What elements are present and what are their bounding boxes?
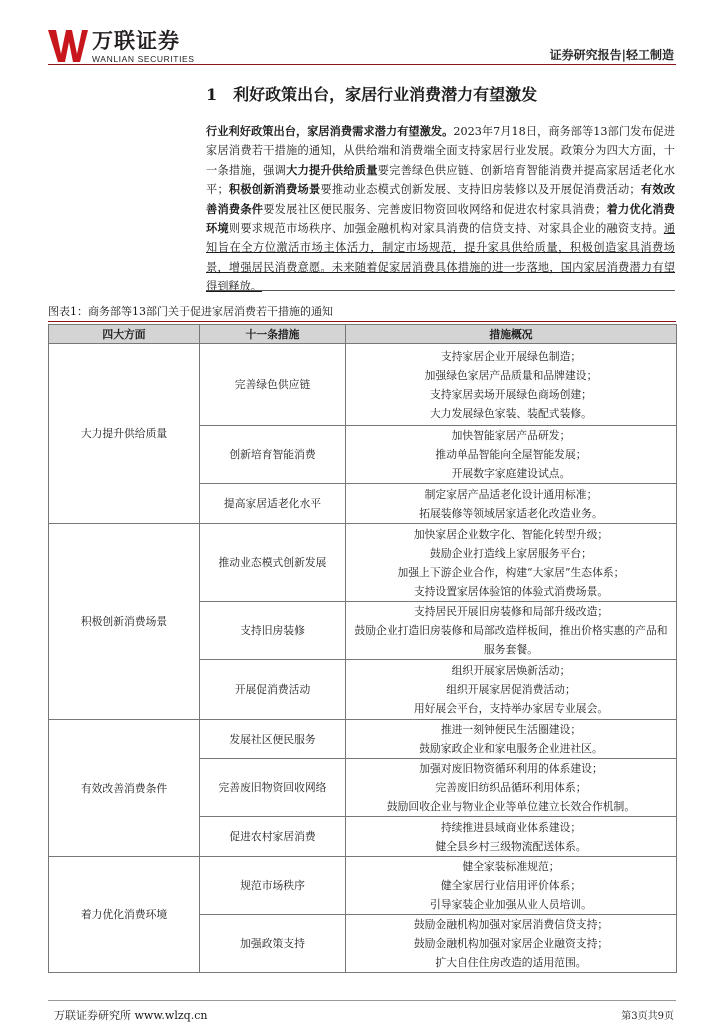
paragraph-text-1: 2023年7月18日，商务部等13部门发布促进家居消费若干措施的通知，从供给端和消费端全面支持家居行业发展。政策分为四大方面，十一条措施，强调: [206, 125, 675, 177]
overview-item: 推动单品智能向全屋智能发展；: [435, 448, 587, 461]
measure-cell: 发展社区便民服务: [200, 720, 346, 759]
overview-cell: [346, 484, 677, 524]
overview-item: 持续推进县域商业体系建设；: [440, 820, 582, 834]
header-divider: [48, 64, 676, 65]
logo-name-cn: 万联证券: [92, 29, 180, 53]
overview-item: 加快智能家居产品研发；: [451, 429, 571, 442]
overview-item: 完善废旧纺织品循环利用体系；: [435, 781, 587, 794]
measure-cell: 支持旧房装修: [200, 602, 346, 660]
keyword-conditions: 有效改善消费条件: [206, 182, 675, 216]
paragraph-text-4: 要发展社区便民服务、完善废旧物资回收网络和促进农村家具消费；: [263, 202, 607, 216]
header-measure: 十一条措施: [200, 325, 346, 344]
overview-item: 推进一刻钟便民生活圈建设；: [440, 723, 582, 736]
measure-cell: 促进农村家居消费: [200, 817, 346, 857]
overview-item: 支持设置家居体验馆的体验式消费场景。: [413, 584, 609, 598]
overview-item: 扩大自住住房改造的适用范围。: [435, 956, 587, 969]
overview-item: 健全县乡村三级物流配送体系。: [435, 839, 587, 853]
overview-cell: [346, 817, 677, 857]
overview-item: 支持家居卖场开展绿色商场创建；: [430, 387, 592, 401]
footer-source: 万联证券研究所 www.wlzq.cn: [54, 1009, 208, 1022]
measure-cell: 规范市场秩序: [200, 857, 346, 915]
measure-cell: 提高家居适老化水平: [200, 484, 346, 524]
overview-item: 组织开展家居促消费活动；: [446, 683, 576, 696]
section-title: [206, 82, 537, 105]
page-number: 第3页共9页: [621, 1011, 674, 1022]
header-aspect: 四大方面: [49, 325, 200, 344]
overview-item: 鼓励企业打造线上家居服务平台；: [430, 546, 592, 560]
overview-cell: [346, 915, 677, 973]
overview-item: 加强上下游企业合作，构建“大家居”生态体系；: [397, 565, 625, 579]
overview-item: 用好展会平台，支持举办家居专业展会。: [413, 702, 609, 715]
overview-cell: [346, 720, 677, 759]
overview-cell: [346, 660, 677, 720]
measure-cell: 推动业态模式创新发展: [200, 524, 346, 602]
paragraph-text-5: 则要求规范市场秩序、加强金融机构对家具消费的信贷支持、对家具企业的融资支持。: [228, 222, 664, 236]
aspect-cell: 积极创新消费场景: [49, 524, 200, 720]
keyword-supply: 大力提升供给质量: [286, 162, 378, 177]
paragraph-text-3: 要推动业态模式创新发展、支持旧房装修以及开展促消费活动；: [320, 183, 641, 197]
measures-table: [48, 324, 677, 973]
header-overview: 措施概况: [346, 325, 677, 344]
table-header-row: [49, 325, 677, 344]
overview-item: 鼓励金融机构加强对家居消费信贷支持；: [413, 918, 609, 931]
overview-cell: [346, 344, 677, 426]
body-paragraph: [206, 122, 675, 297]
overview-item: 健全家装标准规范；: [462, 860, 560, 873]
measure-cell: 创新培育智能消费: [200, 426, 346, 484]
overview-item: 健全家居行业信用评价体系；: [440, 879, 582, 892]
paragraph-lead: 行业利好政策出台，家居消费需求潜力有望激发。: [206, 124, 454, 138]
paragraph-text-2: 要完善绿色供应链、创新培育智能消费并提高家居适老化水平；: [206, 163, 675, 197]
footer-divider: [48, 1000, 676, 1001]
overview-item: 大力发展绿色家装、装配式装修。: [430, 406, 592, 420]
overview-cell: [346, 602, 677, 660]
paragraph-divider: [206, 290, 675, 291]
overview-cell: [346, 524, 677, 602]
section-title-text: 利好政策出台，家居行业消费潜力有望激发: [233, 85, 538, 104]
keyword-scenes: 积极创新消费场景: [228, 182, 321, 197]
measure-cell: 完善绿色供应链: [200, 344, 346, 426]
overview-item: 鼓励金融机构加强对家居企业融资支持；: [413, 937, 609, 950]
overview-cell: [346, 426, 677, 484]
aspect-cell: 着力优化消费环境: [49, 857, 200, 973]
overview-item: 支持家居企业开展绿色制造；: [440, 349, 582, 363]
overview-item: 组织开展家居焕新活动；: [451, 664, 571, 677]
section-number: 1: [206, 85, 218, 104]
overview-item: 加强对废旧物资循环利用的体系建设；: [419, 762, 603, 775]
overview-item: 鼓励企业打造旧房装修和局部改造样板间，推出价格实惠的产品和服务套餐。: [354, 624, 668, 656]
report-tag: 证券研究报告|轻工制造: [549, 48, 674, 62]
measure-cell: 开展促消费活动: [200, 660, 346, 720]
logo-mark-icon: [48, 28, 88, 64]
aspect-cell: 大力提升供给质量: [49, 344, 200, 524]
table-row: [49, 857, 677, 915]
keyword-environment: 着力优化消费环境: [206, 201, 675, 236]
overview-item: 引导家装企业加强从业人员培训。: [430, 898, 592, 911]
overview-cell: [346, 759, 677, 817]
table-row: [49, 720, 677, 759]
table-row: [49, 524, 677, 602]
logo-name-en: WANLIAN SECURITIES: [92, 54, 195, 64]
figure-title: 图表1：商务部等13部门关于促进家居消费若干措施的通知: [48, 305, 333, 318]
overview-item: 鼓励回收企业与物业企业等单位建立长效合作机制。: [386, 800, 636, 813]
figure-divider: [48, 321, 676, 322]
paragraph-underlined-text: 通知旨在全方位激活市场主体活力，制定市场规范，提升家具供给质量，积极创造家具消费场景，增强居民消费意愿。未来随着促家居消费具体措施的进一步落地，国内家居消费潜力有望得到释放。: [206, 222, 675, 294]
table-row: [49, 344, 677, 426]
overview-item: 制定家居产品适老化设计通用标准；: [424, 487, 598, 501]
company-logo: [48, 28, 198, 64]
aspect-cell: 有效改善消费条件: [49, 720, 200, 857]
overview-item: 鼓励家政企业和家电服务企业进社区。: [419, 742, 603, 755]
overview-cell: [346, 857, 677, 915]
overview-item: 支持居民开展旧房装修和局部升级改造；: [413, 605, 609, 618]
overview-item: 加强绿色家居产品质量和品牌建设；: [424, 368, 598, 382]
measure-cell: 完善废旧物资回收网络: [200, 759, 346, 817]
overview-item: 拓展装修等领域居家适老化改造业务。: [419, 506, 603, 520]
measure-cell: 加强政策支持: [200, 915, 346, 973]
overview-item: 加快家居企业数字化、智能化转型升级；: [413, 527, 609, 541]
table-body: [49, 344, 677, 973]
overview-item: 开展数字家庭建设试点。: [451, 467, 571, 480]
